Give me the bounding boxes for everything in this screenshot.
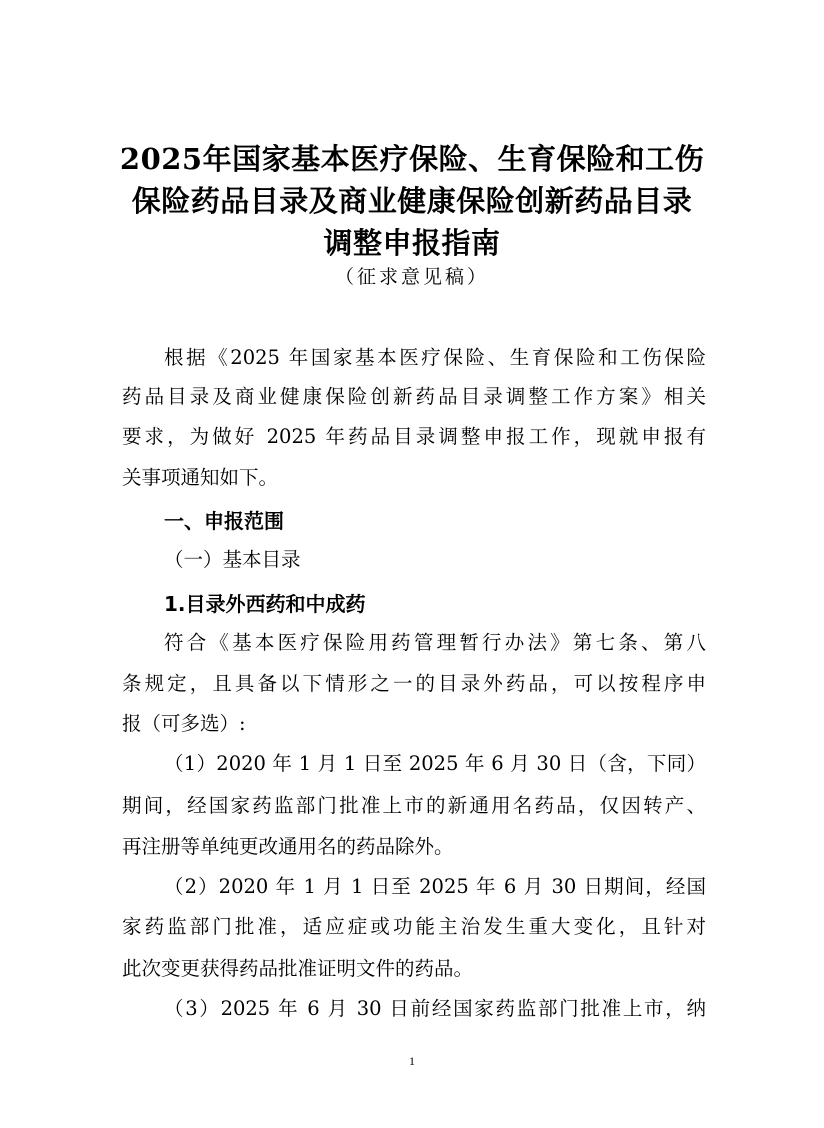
paragraph-line: （2）2020 年 1 月 1 日至 2025 年 6 月 30 日期间，经国 (164, 875, 706, 898)
paragraph-line: 此次变更获得药品批准证明文件的药品。 (122, 957, 474, 980)
paragraph-line: （3）2025 年 6 月 30 日前经国家药监部门批准上市，纳 (164, 997, 706, 1020)
paragraph-line: 家药监部门批准，适应症或功能主治发生重大变化，且针对 (122, 915, 706, 938)
paragraph-line: 条规定，且具备以下情形之一的目录外药品，可以按程序申 (122, 672, 706, 695)
section-heading: 一、申报范围 (164, 509, 284, 533)
paragraph-line: 药品目录及商业健康保险创新药品目录调整工作方案》相关 (122, 385, 706, 408)
document-title-line-2: 保险药品目录及商业健康保险创新药品目录 (131, 184, 693, 218)
paragraph-line: 再注册等单纯更改通用名的药品除外。 (122, 835, 454, 858)
paragraph-line: 报（可多选）: (122, 712, 246, 735)
paragraph-line: 符合《基本医疗保险用药管理暂行办法》第七条、第八 (164, 631, 706, 654)
document-subtitle: （征求意见稿） (334, 266, 489, 288)
subsection-heading: （一）基本目录 (164, 548, 301, 571)
document-title-line-1: 2025年国家基本医疗保险、生育保险和工伤 (119, 142, 705, 176)
paragraph-line: 根据《2025 年国家基本医疗保险、生育保险和工伤保险 (164, 346, 706, 369)
page-number: 1 (409, 1054, 415, 1068)
paragraph-line: 关事项通知如下。 (122, 466, 279, 489)
item-heading: 1.目录外西药和中成药 (164, 592, 366, 616)
paragraph-line: 期间，经国家药监部门批准上市的新通用名药品，仅因转产、 (122, 794, 706, 817)
paragraph-line: 要求，为做好 2025 年药品目录调整申报工作，现就申报有 (122, 425, 706, 448)
paragraph-line: （1）2020 年 1 月 1 日至 2025 年 6 月 30 日（含，下同） (164, 752, 706, 775)
document-title-line-3: 调整申报指南 (323, 226, 501, 260)
